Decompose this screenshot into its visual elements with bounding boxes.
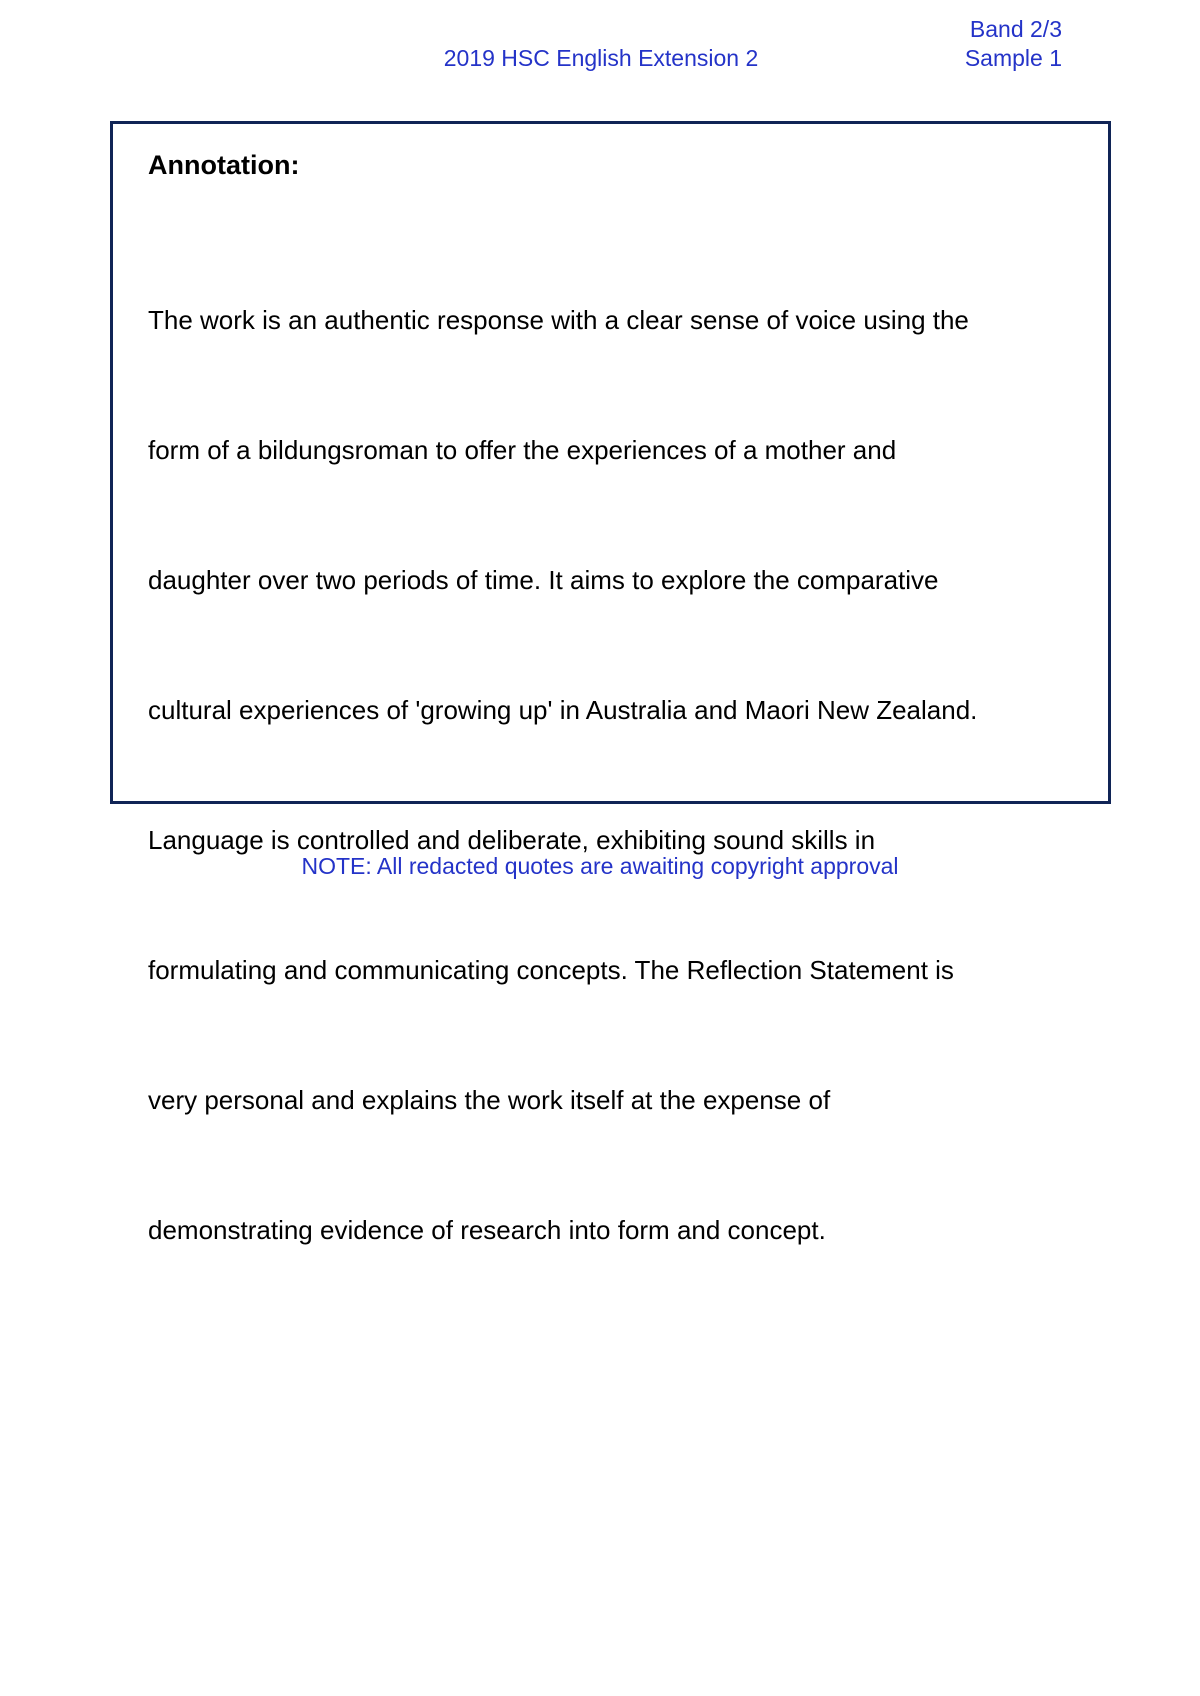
annotation-line: demonstrating evidence of research into form and concept.: [148, 1215, 826, 1245]
annotation-line: daughter over two periods of time. It aims to explore the comparative: [148, 565, 939, 595]
annotation-line: form of a bildungsroman to offer the experiences of a mother and: [148, 435, 897, 465]
sample-label: Sample 1: [964, 45, 1062, 71]
annotation-heading: Annotation:: [148, 150, 300, 180]
annotation-line: cultural experiences of 'growing up' in Australia and Maori New Zealand.: [148, 695, 978, 725]
band-label: Band 2/3: [969, 16, 1062, 42]
header-meta: [965, 15, 1062, 73]
annotation-line: very personal and explains the work itself at the expense of: [148, 1085, 831, 1115]
document-title: 2019 HSC English Extension 2: [443, 45, 759, 71]
annotation-line: The work is an authentic response with a clear sense of voice using the: [148, 305, 969, 335]
annotation-body: [148, 223, 1078, 1328]
copyright-note: NOTE: All redacted quotes are awaiting copyright approval: [301, 853, 899, 879]
annotation-line: formulating and communicating concepts. The Reflection Statement is: [148, 955, 954, 985]
annotation-line: Language is controlled and deliberate, exhibiting sound skills in: [148, 825, 876, 855]
